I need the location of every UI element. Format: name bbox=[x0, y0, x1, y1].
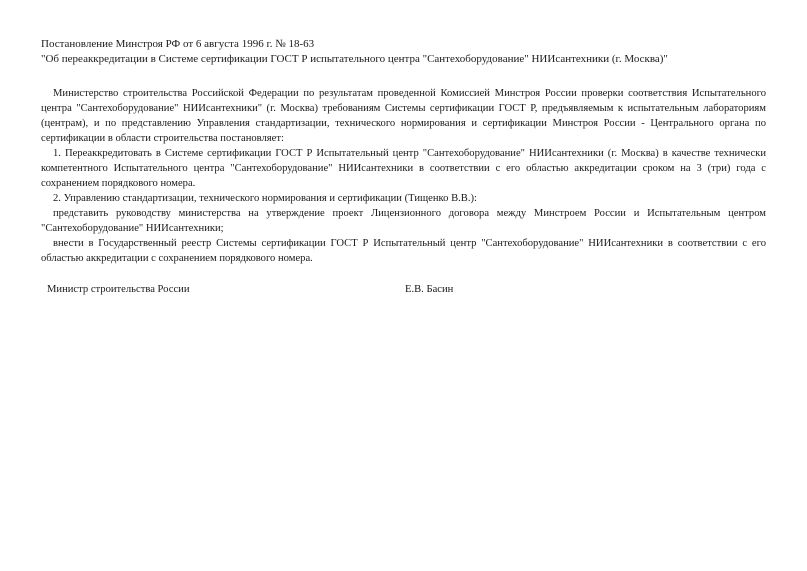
signatory-name: Е.В. Басин bbox=[405, 284, 454, 295]
paragraph-preamble: Министерство строительства Российской Федерации по результатам проведенной Комиссией Минстроя России проверки соответствия Испытательного центра "Сантехоборудование" НИИсантехники" (г. Москва) требованиям Системы сертификации ГОСТ Р, предъявляемым к испытательным лабораториям (центрам), и по представлению Управления стандартизации, технического нормирования и сертификации Минстроя России - Центрального органа по сертификации в области строительства постановляет: bbox=[41, 88, 766, 144]
signatory-position: Министр строительства России bbox=[47, 284, 190, 295]
document-title-line-1: Постановление Минстроя РФ от 6 августа 1996 г. № 18-63 bbox=[41, 38, 315, 50]
paragraph-item-2-sub-1: представить руководству министерства на утверждение проект Лицензионного договора между Минстроем России и Испытательным центром "Сантехоборудование" НИИсантехники; bbox=[41, 208, 766, 234]
paragraph-item-2-sub-2: внести в Государственный реестр Системы сертификации ГОСТ Р Испытательный центр "Сантехоборудование" НИИсантехники в соответствии с его областью аккредитации с сохранением порядкового номера. bbox=[41, 238, 766, 264]
signature-block bbox=[41, 282, 766, 298]
document-text bbox=[41, 86, 766, 266]
document-body bbox=[41, 37, 766, 298]
document-heading bbox=[41, 37, 766, 67]
paragraph-item-2: 2. Управлению стандартизации, технического нормирования и сертификации (Тищенко В.В.): bbox=[53, 193, 477, 204]
document-title-line-2: "Об переаккредитации в Системе сертификации ГОСТ Р испытательного центра "Сантехоборудование" НИИсантехники (г. Москва)" bbox=[41, 53, 668, 65]
paragraph-item-1: 1. Переаккредитовать в Системе сертификации ГОСТ Р Испытательный центр "Сантехоборудование" НИИсантехники (г. Москва) в качестве технически компетентного Испытательного центра "Сантехоборудование" НИИсантехники в соответствии с его областью аккредитации сроком на 3 (три) года с сохранением порядкового номера. bbox=[41, 148, 766, 189]
